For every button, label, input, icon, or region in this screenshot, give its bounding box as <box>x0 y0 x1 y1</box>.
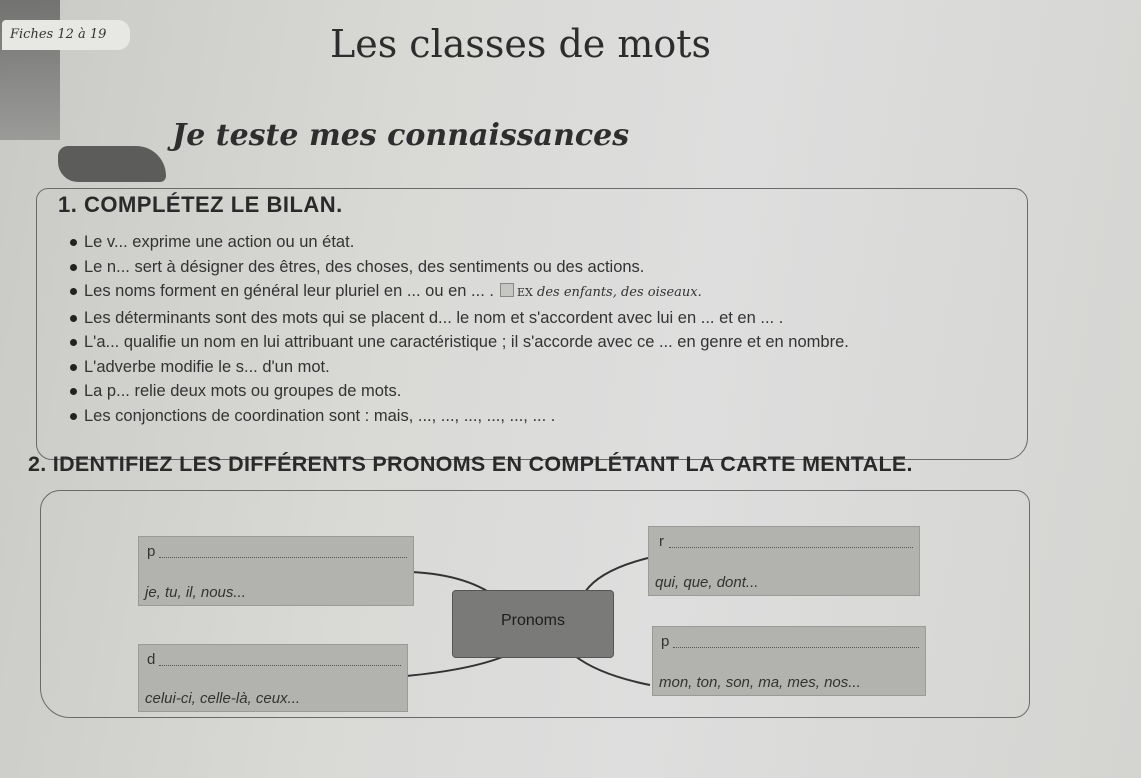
fiches-tab: Fiches 12 à 19 <box>2 20 130 50</box>
mind-map-center: Pronoms <box>452 590 614 658</box>
example-note: EX des enfants, des oiseaux. <box>500 285 702 300</box>
bilan-item-verbe: Le v... exprime une action ou un état. <box>84 230 849 255</box>
bilan-item-adverbe: L'adverbe modifie le s... d'un mot. <box>84 355 849 380</box>
node-pronoms-demonstratifs[interactable]: d celui-ci, celle-là, ceux... <box>138 644 408 712</box>
page-title: Les classes de mots <box>330 22 712 66</box>
bilan-item-preposition: La p... relie deux mots ou groupes de mots. <box>84 379 849 404</box>
bilan-item-conjonctions: Les conjonctions de coordination sont : mais, ..., ..., ..., ..., ..., ... . <box>84 404 849 429</box>
exercise2-heading: 2. IDENTIFIEZ LES DIFFÉRENTS PRONOMS EN COMPLÉTANT LA CARTE MENTALE. <box>28 452 913 476</box>
page-subtitle: Je teste mes connaissances <box>172 118 630 153</box>
node-pronoms-relatifs[interactable]: r qui, que, dont... <box>648 526 920 596</box>
node-pronoms-possessifs[interactable]: p mon, ton, son, ma, mes, nos... <box>652 626 926 696</box>
node-pronoms-personnels[interactable]: p je, tu, il, nous... <box>138 536 414 606</box>
bilan-item-determinants: Les déterminants sont des mots qui se placent d... le nom et s'accordent avec lui en ... et en ... . <box>84 306 849 331</box>
bilan-item-pluriel: Les noms forment en général leur pluriel en ... ou en ... . EX des enfants, des oiseaux. <box>84 279 849 306</box>
bilan-item-nom: Le n... sert à désigner des êtres, des choses, des sentiments ou des actions. <box>84 255 849 280</box>
bilan-item-adjectif: L'a... qualifie un nom en lui attribuant une caractéristique ; il s'accorde avec ce ... en genre et en nombre. <box>84 330 849 355</box>
exercise1-heading: 1. COMPLÉTEZ LE BILAN. <box>58 192 343 217</box>
